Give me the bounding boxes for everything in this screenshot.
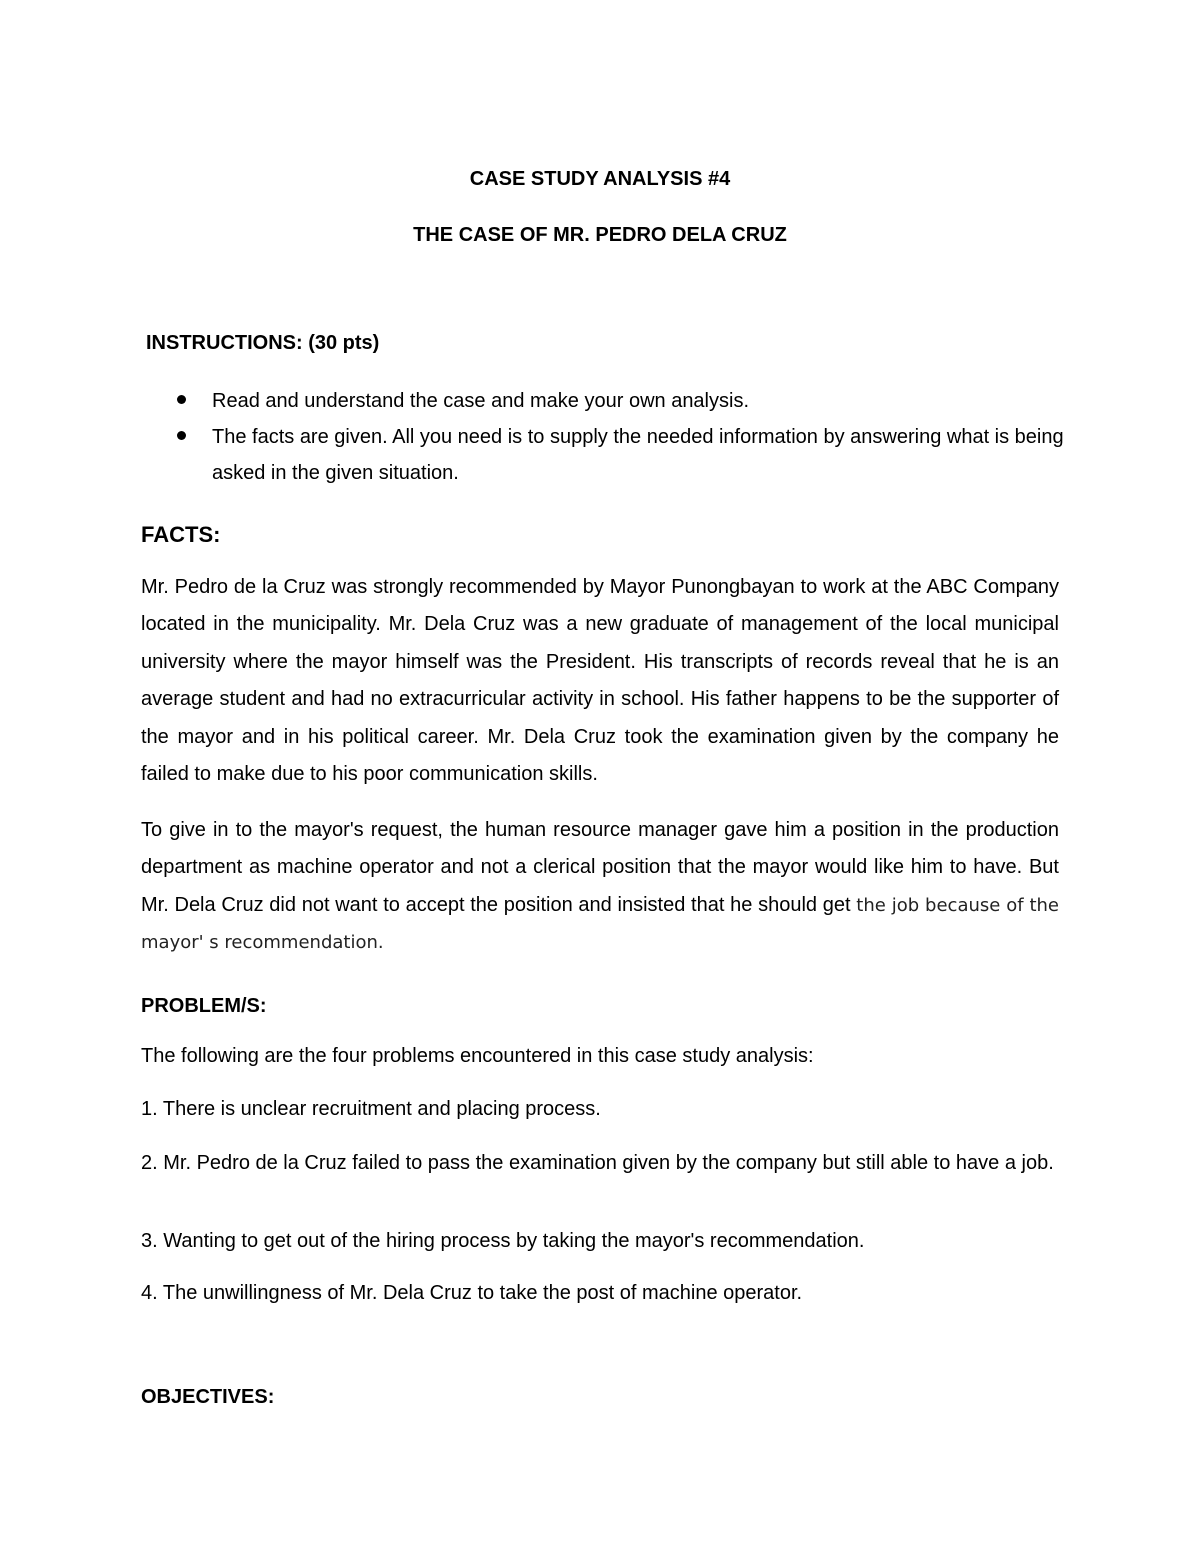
bullet-icon	[177, 431, 186, 440]
facts-heading: FACTS:	[141, 522, 221, 547]
bullet-icon	[177, 395, 186, 404]
problem-item: 4. The unwillingness of Mr. Dela Cruz to take the post of machine operator.	[141, 1282, 803, 1304]
instruction-text: Read and understand the case and make your own analysis.	[212, 390, 750, 412]
problem-item: 2. Mr. Pedro de la Cruz failed to pass the examination given by the company but still able to have a job.	[141, 1152, 1054, 1174]
instruction-text: The facts are given. All you need is to supply the needed information by answering what is being asked in the given situation.	[212, 426, 1064, 484]
problem-item: 1. There is unclear recruitment and placing process.	[141, 1098, 601, 1120]
document-subtitle: THE CASE OF MR. PEDRO DELA CRUZ	[413, 224, 787, 246]
problems-heading: PROBLEM/S:	[141, 995, 267, 1017]
instruction-item	[176, 383, 1066, 419]
facts-paragraph-tail: the job because of the mayor' s recommendation.	[141, 894, 1059, 954]
problem-item: 3. Wanting to get out of the hiring process by taking the mayor's recommendation.	[141, 1230, 865, 1252]
facts-paragraph: Mr. Pedro de la Cruz was strongly recommended by Mayor Punongbayan to work at the ABC Company located in the municipality. Mr. Dela Cruz was a new graduate of management of the local municipal university where the mayor himself was the President. His transcripts of records reveal that he is an average student and had no extracurricular activity in school. His father happens to be the supporter of the mayor and in his political career. Mr. Dela Cruz took the examination given by the company he failed to make due to his poor communication skills.	[141, 576, 1059, 786]
instruction-item	[176, 419, 1066, 491]
facts-paragraph	[141, 812, 1059, 962]
facts-paragraph-text: To give in to the mayor's request, the human resource manager gave him a position in the production department as machine operator and not a clerical position that the mayor would like him to have. But Mr. Dela Cruz did not want to accept the position and insisted that he should get	[141, 819, 1059, 916]
objectives-heading: OBJECTIVES:	[141, 1386, 275, 1408]
document-title: CASE STUDY ANALYSIS #4	[469, 168, 731, 190]
instructions-list	[176, 383, 1066, 491]
problems-intro: The following are the four problems encountered in this case study analysis:	[141, 1045, 814, 1067]
instructions-heading: INSTRUCTIONS: (30 pts)	[146, 332, 380, 354]
